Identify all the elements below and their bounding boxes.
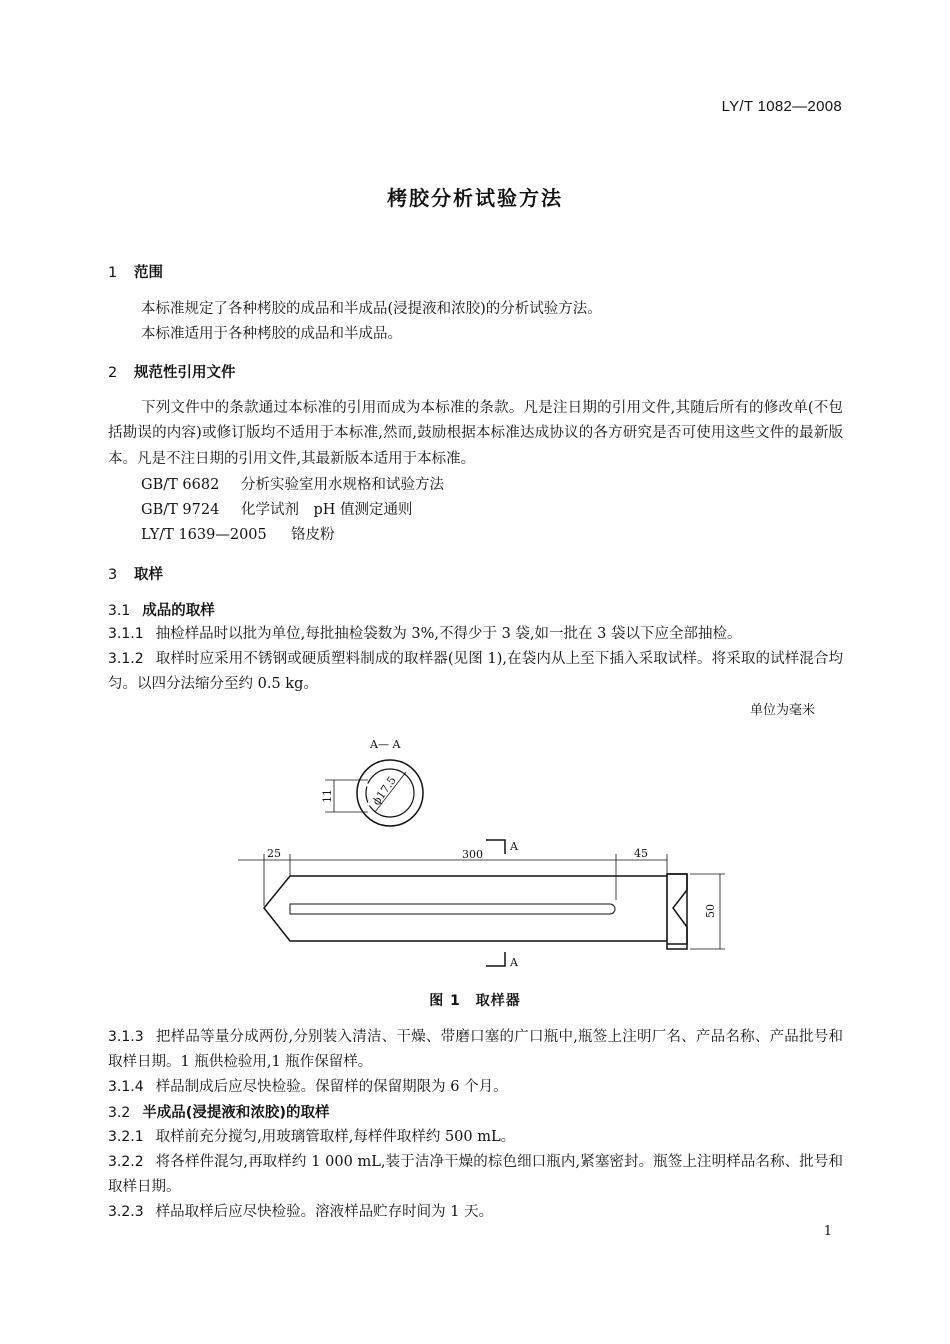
sampler-figure bbox=[220, 730, 740, 980]
section-title: 规范性引用文件 bbox=[134, 365, 236, 381]
clause-text: 取样前充分搅匀,用玻璃管取样,每样件取样约 500 mL。 bbox=[155, 1129, 516, 1145]
clause-3-2-3 bbox=[108, 1200, 843, 1225]
clause-number: 3.1.2 bbox=[108, 651, 144, 667]
dim-50: 50 bbox=[704, 904, 717, 918]
section-1-heading bbox=[108, 261, 163, 282]
clause-3-1-3 bbox=[108, 1025, 843, 1076]
sampler-body bbox=[264, 876, 667, 941]
dim-300: 300 bbox=[462, 848, 483, 861]
sampler-slot bbox=[290, 904, 615, 914]
reference-code: GB/T 6682 bbox=[141, 477, 220, 493]
dim-11: 11 bbox=[321, 789, 334, 803]
subsection-3-2-heading bbox=[108, 1101, 330, 1122]
dim-25: 25 bbox=[267, 847, 281, 860]
clause-number: 3.2.2 bbox=[108, 1154, 144, 1170]
standard-code: LY/T 1082—2008 bbox=[721, 98, 842, 115]
reference-item bbox=[141, 523, 335, 544]
dim-diameter: ϕ17.5 bbox=[369, 774, 399, 808]
subsection-3-1-heading bbox=[108, 599, 215, 620]
unit-note: 单位为毫米 bbox=[749, 703, 815, 718]
reference-name: 化学试剂 pH 值测定通则 bbox=[241, 502, 413, 518]
clause-number: 3.2.3 bbox=[108, 1204, 144, 1220]
reference-item bbox=[141, 498, 413, 519]
section-3-heading bbox=[108, 563, 163, 584]
clause-number: 3.2.1 bbox=[108, 1129, 144, 1145]
section-title: 范围 bbox=[134, 265, 163, 281]
section-title: 取样 bbox=[134, 567, 163, 583]
reference-name: 铬皮粉 bbox=[291, 527, 335, 543]
reference-code: GB/T 9724 bbox=[141, 502, 220, 518]
clause-text: 样品制成后应尽快检验。保留样的保留期限为 6 个月。 bbox=[155, 1079, 508, 1095]
page-number: 1 bbox=[823, 1224, 832, 1239]
section-number: 2 bbox=[108, 365, 118, 381]
clause-text: 样品取样后应尽快检验。溶液样品贮存时间为 1 天。 bbox=[155, 1204, 494, 1220]
reference-item bbox=[141, 473, 444, 494]
s1-line-2: 本标准适用于各种栲胶的成品和半成品。 bbox=[141, 326, 402, 342]
s2-paragraph: 下列文件中的条款通过本标准的引用而成为本标准的条款。凡是注日期的引用文件,其随后所有的修改单(不包括勘误的内容)或修订版均不适用于本标准,然而,鼓励根据本标准达成协议的各方研究是否可使用这些文件的最新版本。凡是不注日期的引用文件,其最新版本适用于本标准。 bbox=[108, 400, 843, 467]
figure-caption: 图 1 取样器 bbox=[429, 993, 521, 1009]
clause-3-2-1 bbox=[108, 1125, 843, 1150]
page-title: 栲胶分析试验方法 bbox=[387, 186, 563, 210]
clause-3-1-4 bbox=[108, 1075, 843, 1100]
s1-line-1: 本标准规定了各种栲胶的成品和半成品(浸提液和浓胶)的分析试验方法。 bbox=[141, 301, 602, 317]
section-number: 1 bbox=[108, 265, 118, 281]
reference-name: 分析实验室用水规格和试验方法 bbox=[241, 477, 444, 493]
cut-label-bottom: A bbox=[510, 956, 518, 969]
subsection-number: 3.2 bbox=[108, 1105, 131, 1121]
clause-text: 取样时应采用不锈钢或硬质塑料制成的取样器(见图 1),在袋内从上至下插入采取试样。将采取的试样混合均匀。以四分法缩分至约 0.5 kg。 bbox=[108, 651, 843, 693]
cut-label-top: A bbox=[510, 840, 518, 853]
clause-3-1-2 bbox=[108, 647, 843, 698]
reference-code: LY/T 1639—2005 bbox=[141, 527, 267, 543]
subsection-title: 成品的取样 bbox=[142, 603, 215, 619]
sampler-handle bbox=[667, 874, 687, 949]
clause-text: 将各样件混匀,再取样约 1 000 mL,装于洁净干燥的棕色细口瓶内,紧塞密封。瓶签上注明样品名称、批号和取样日期。 bbox=[108, 1154, 843, 1196]
clause-text: 抽检样品时以批为单位,每批抽检袋数为 3%,不得少于 3 袋,如一批在 3 袋以下应全部抽检。 bbox=[155, 626, 742, 642]
subsection-title: 半成品(浸提液和浓胶)的取样 bbox=[142, 1105, 330, 1121]
section-number: 3 bbox=[108, 567, 118, 583]
subsection-number: 3.1 bbox=[108, 603, 131, 619]
clause-number: 3.1.4 bbox=[108, 1079, 144, 1095]
clause-3-1-1 bbox=[108, 622, 843, 647]
dim-45: 45 bbox=[634, 847, 648, 860]
clause-number: 3.1.1 bbox=[108, 626, 144, 642]
clause-number: 3.1.3 bbox=[108, 1029, 144, 1045]
clause-text: 把样品等量分成两份,分别装入清洁、干燥、带磨口塞的广口瓶中,瓶签上注明厂名、产品名称、产品批号和取样日期。1 瓶供检验用,1 瓶作保留样。 bbox=[108, 1029, 843, 1071]
section-2-heading bbox=[108, 361, 236, 382]
section-label: A— A bbox=[370, 738, 401, 751]
clause-3-2-2 bbox=[108, 1150, 843, 1201]
